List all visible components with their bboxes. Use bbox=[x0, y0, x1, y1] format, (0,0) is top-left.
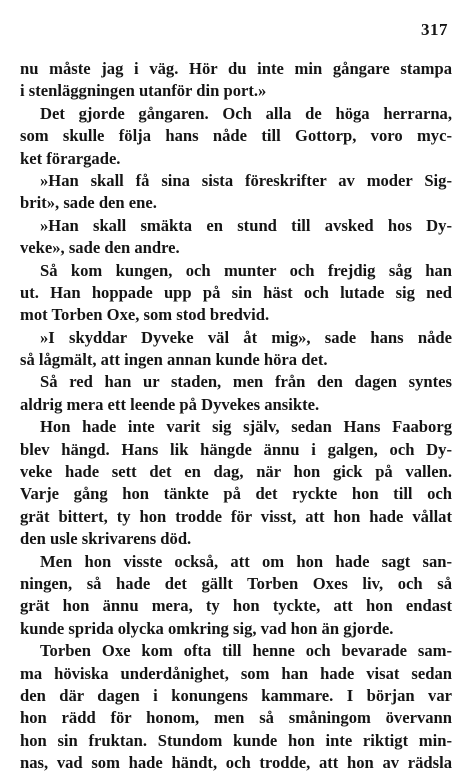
text-line: ut. Han hoppade upp på sin häst och lutade sig ned bbox=[20, 282, 452, 302]
text-line: Varje gång hon tänkte på det ryckte hon till och bbox=[20, 484, 452, 504]
text-line: Hon hade inte varit sig själv, sedan Hans Faaborg bbox=[40, 417, 452, 437]
text-line: hon rädd för honom, men så småningom övervann bbox=[20, 708, 452, 728]
text-line: »Han skall få sina sista föreskrifter av moder Sig- bbox=[40, 170, 452, 190]
text-line: hon sin fruktan. Stundom kunde hon inte riktigt min- bbox=[20, 730, 452, 750]
text-line: den usle skrivarens död. bbox=[20, 529, 192, 549]
text-line: grät bittert, ty hon trodde för visst, att hon hade vållat bbox=[20, 506, 452, 526]
text-line: veke», sade den andre. bbox=[20, 238, 180, 258]
text-line: Så kom kungen, och munter och frejdig såg han bbox=[40, 260, 452, 280]
text-line: grät hon ännu mera, ty hon tyckte, att hon endast bbox=[20, 596, 452, 616]
text-line: i stenläggningen utanför din port.» bbox=[20, 81, 267, 101]
text-line: Men hon visste också, att om hon hade sagt san- bbox=[40, 551, 452, 571]
text-line: Torben Oxe kom ofta till henne och bevarade sam- bbox=[40, 641, 452, 661]
text-line: brit», sade den ene. bbox=[20, 193, 157, 213]
text-line: ningen, så hade det gällt Torben Oxes liv, och så bbox=[20, 573, 452, 593]
text-line: ket förargade. bbox=[20, 148, 121, 168]
page-number: 317 bbox=[421, 20, 448, 39]
text-line: så lågmält, att ingen annan kunde höra det. bbox=[20, 350, 328, 370]
text-line: Det gjorde gångaren. Och alla de höga herrarna, bbox=[40, 103, 452, 123]
text-line: »Han skall smäkta en stund till avsked hos Dy- bbox=[40, 215, 452, 235]
text-line: den där dagen i konungens kammare. I början var bbox=[20, 685, 452, 705]
text-line: ma höviska underdånighet, som han hade visat sedan bbox=[20, 663, 452, 683]
text-line: »I skyddar Dyveke väl åt mig», sade hans nåde bbox=[40, 327, 452, 347]
text-line: blev hängd. Hans lik hängde ännu i galgen, och Dy- bbox=[20, 439, 452, 459]
text-line: mot Torben Oxe, som stod bredvid. bbox=[20, 305, 270, 325]
text-line: som skulle följa hans nåde till Gottorp, voro myc- bbox=[20, 126, 452, 146]
text-line: veke hade sett det en dag, när hon gick på vallen. bbox=[20, 462, 452, 482]
text-line: nas, vad som hade händt, och trodde, att hon av rädsla bbox=[20, 753, 452, 773]
text-line: Så red han ur staden, men från den dagen syntes bbox=[40, 372, 452, 392]
text-line: aldrig mera ett leende på Dyvekes ansikte. bbox=[20, 394, 320, 414]
text-line: kunde sprida olycka omkring sig, vad hon än gjorde. bbox=[20, 618, 394, 638]
text-line: nu måste jag i väg. Hör du inte min gångare stampa bbox=[20, 59, 452, 78]
body-text bbox=[20, 58, 452, 775]
